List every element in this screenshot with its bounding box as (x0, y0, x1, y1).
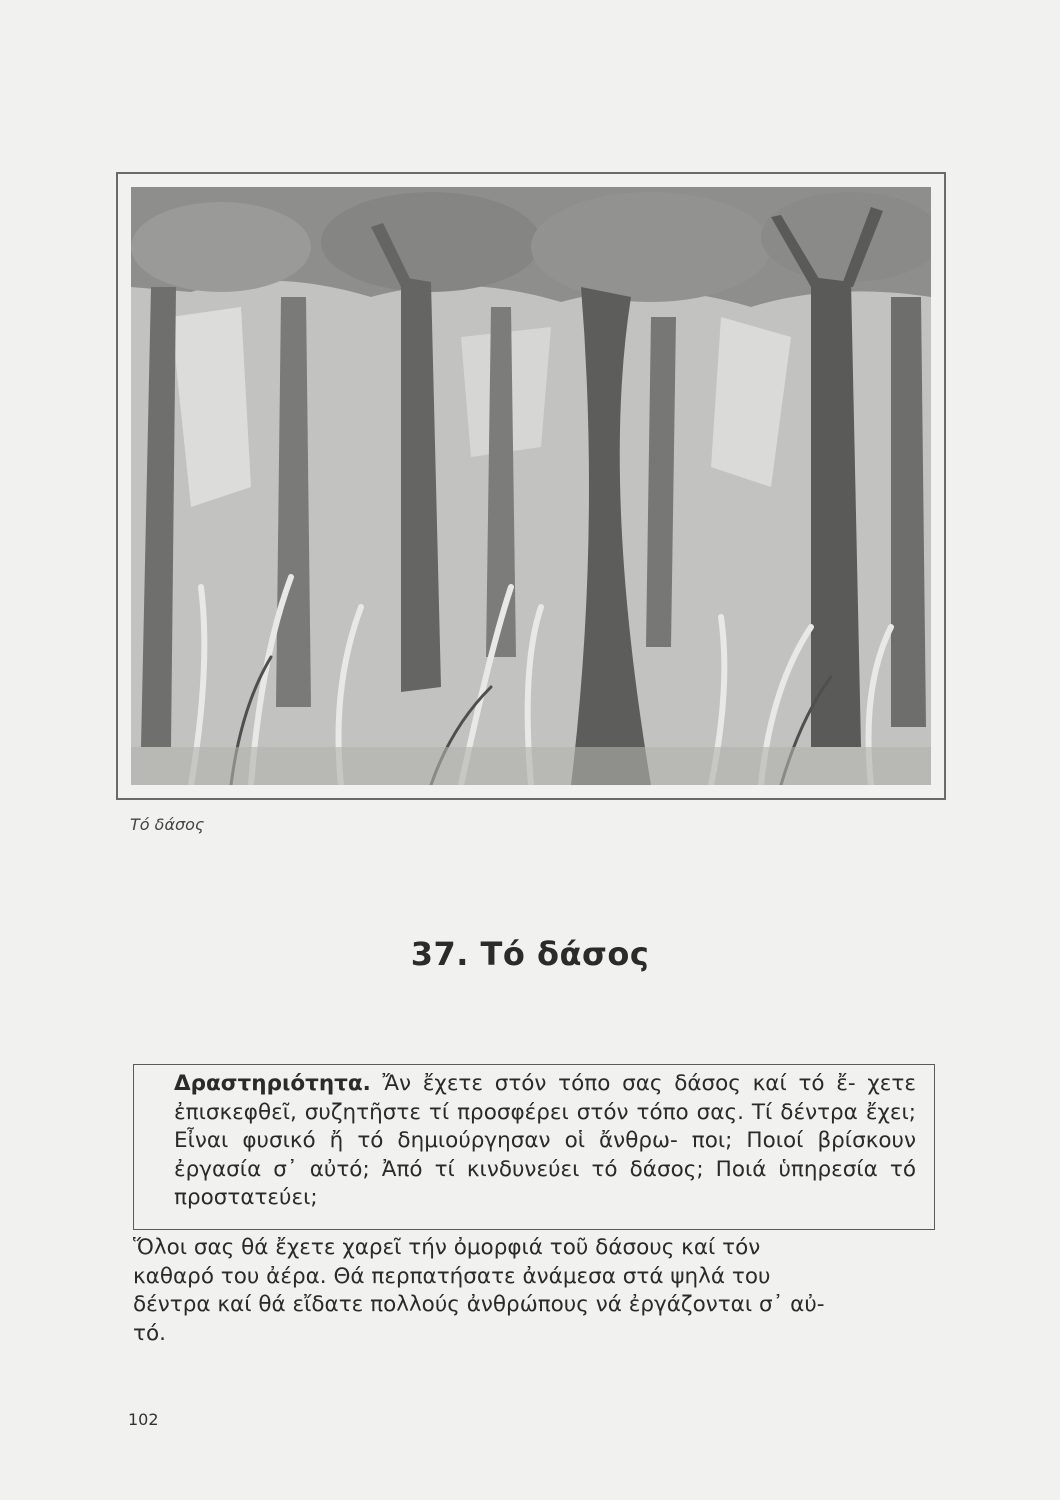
body-line-1: Ὅλοι σας θά ἔχετε χαρεῖ τήν ὀμορφιά τοῦ δάσους καί τόν (133, 1235, 761, 1260)
body-line-4: τό. (133, 1320, 166, 1346)
page-number: 102 (128, 1410, 159, 1429)
illustration-caption: Τό δάσος (130, 815, 205, 834)
forest-painting (131, 187, 931, 785)
activity-text (174, 1070, 916, 1213)
body-paragraph (133, 1234, 935, 1348)
activity-line-4: ποι; Ποιοί βρίσκουν ἐργασία σ᾿ αὐτό; Ἀπό τί κινδυνεύει τό (174, 1128, 916, 1182)
forest-painting-art (131, 187, 931, 785)
activity-line-3: Τί δέντρα ἔχει; Εἶναι φυσικό ἤ τό δημιούργησαν οἱ ἄνθρω- (174, 1099, 917, 1153)
body-line-2: καθαρό του ἀέρα. Θά περπατήσατε ἀνάμεσα στά ψηλά του (133, 1263, 771, 1289)
body-line-3: δέντρα καί θά εἴδατε πολλούς ἀνθρώπους νά ἐργάζονται σ᾿ αὐ- (133, 1292, 825, 1317)
activity-line-5: δάσος; Ποιά ὑπηρεσία τό προστατεύει; (174, 1156, 916, 1210)
activity-line-2: χετε ἐπισκεφθεῖ, συζητῆστε τί προσφέρει στόν τόπο σας. (174, 1071, 916, 1125)
activity-label: Δραστηριότητα. (174, 1071, 371, 1096)
illustration-frame (116, 172, 946, 800)
activity-line-1: Ἄν ἔχετε στόν τόπο σας δάσος καί τό ἔ- (382, 1071, 856, 1096)
activity-box (133, 1064, 935, 1230)
chapter-title: 37. Τό δάσος (410, 935, 650, 973)
